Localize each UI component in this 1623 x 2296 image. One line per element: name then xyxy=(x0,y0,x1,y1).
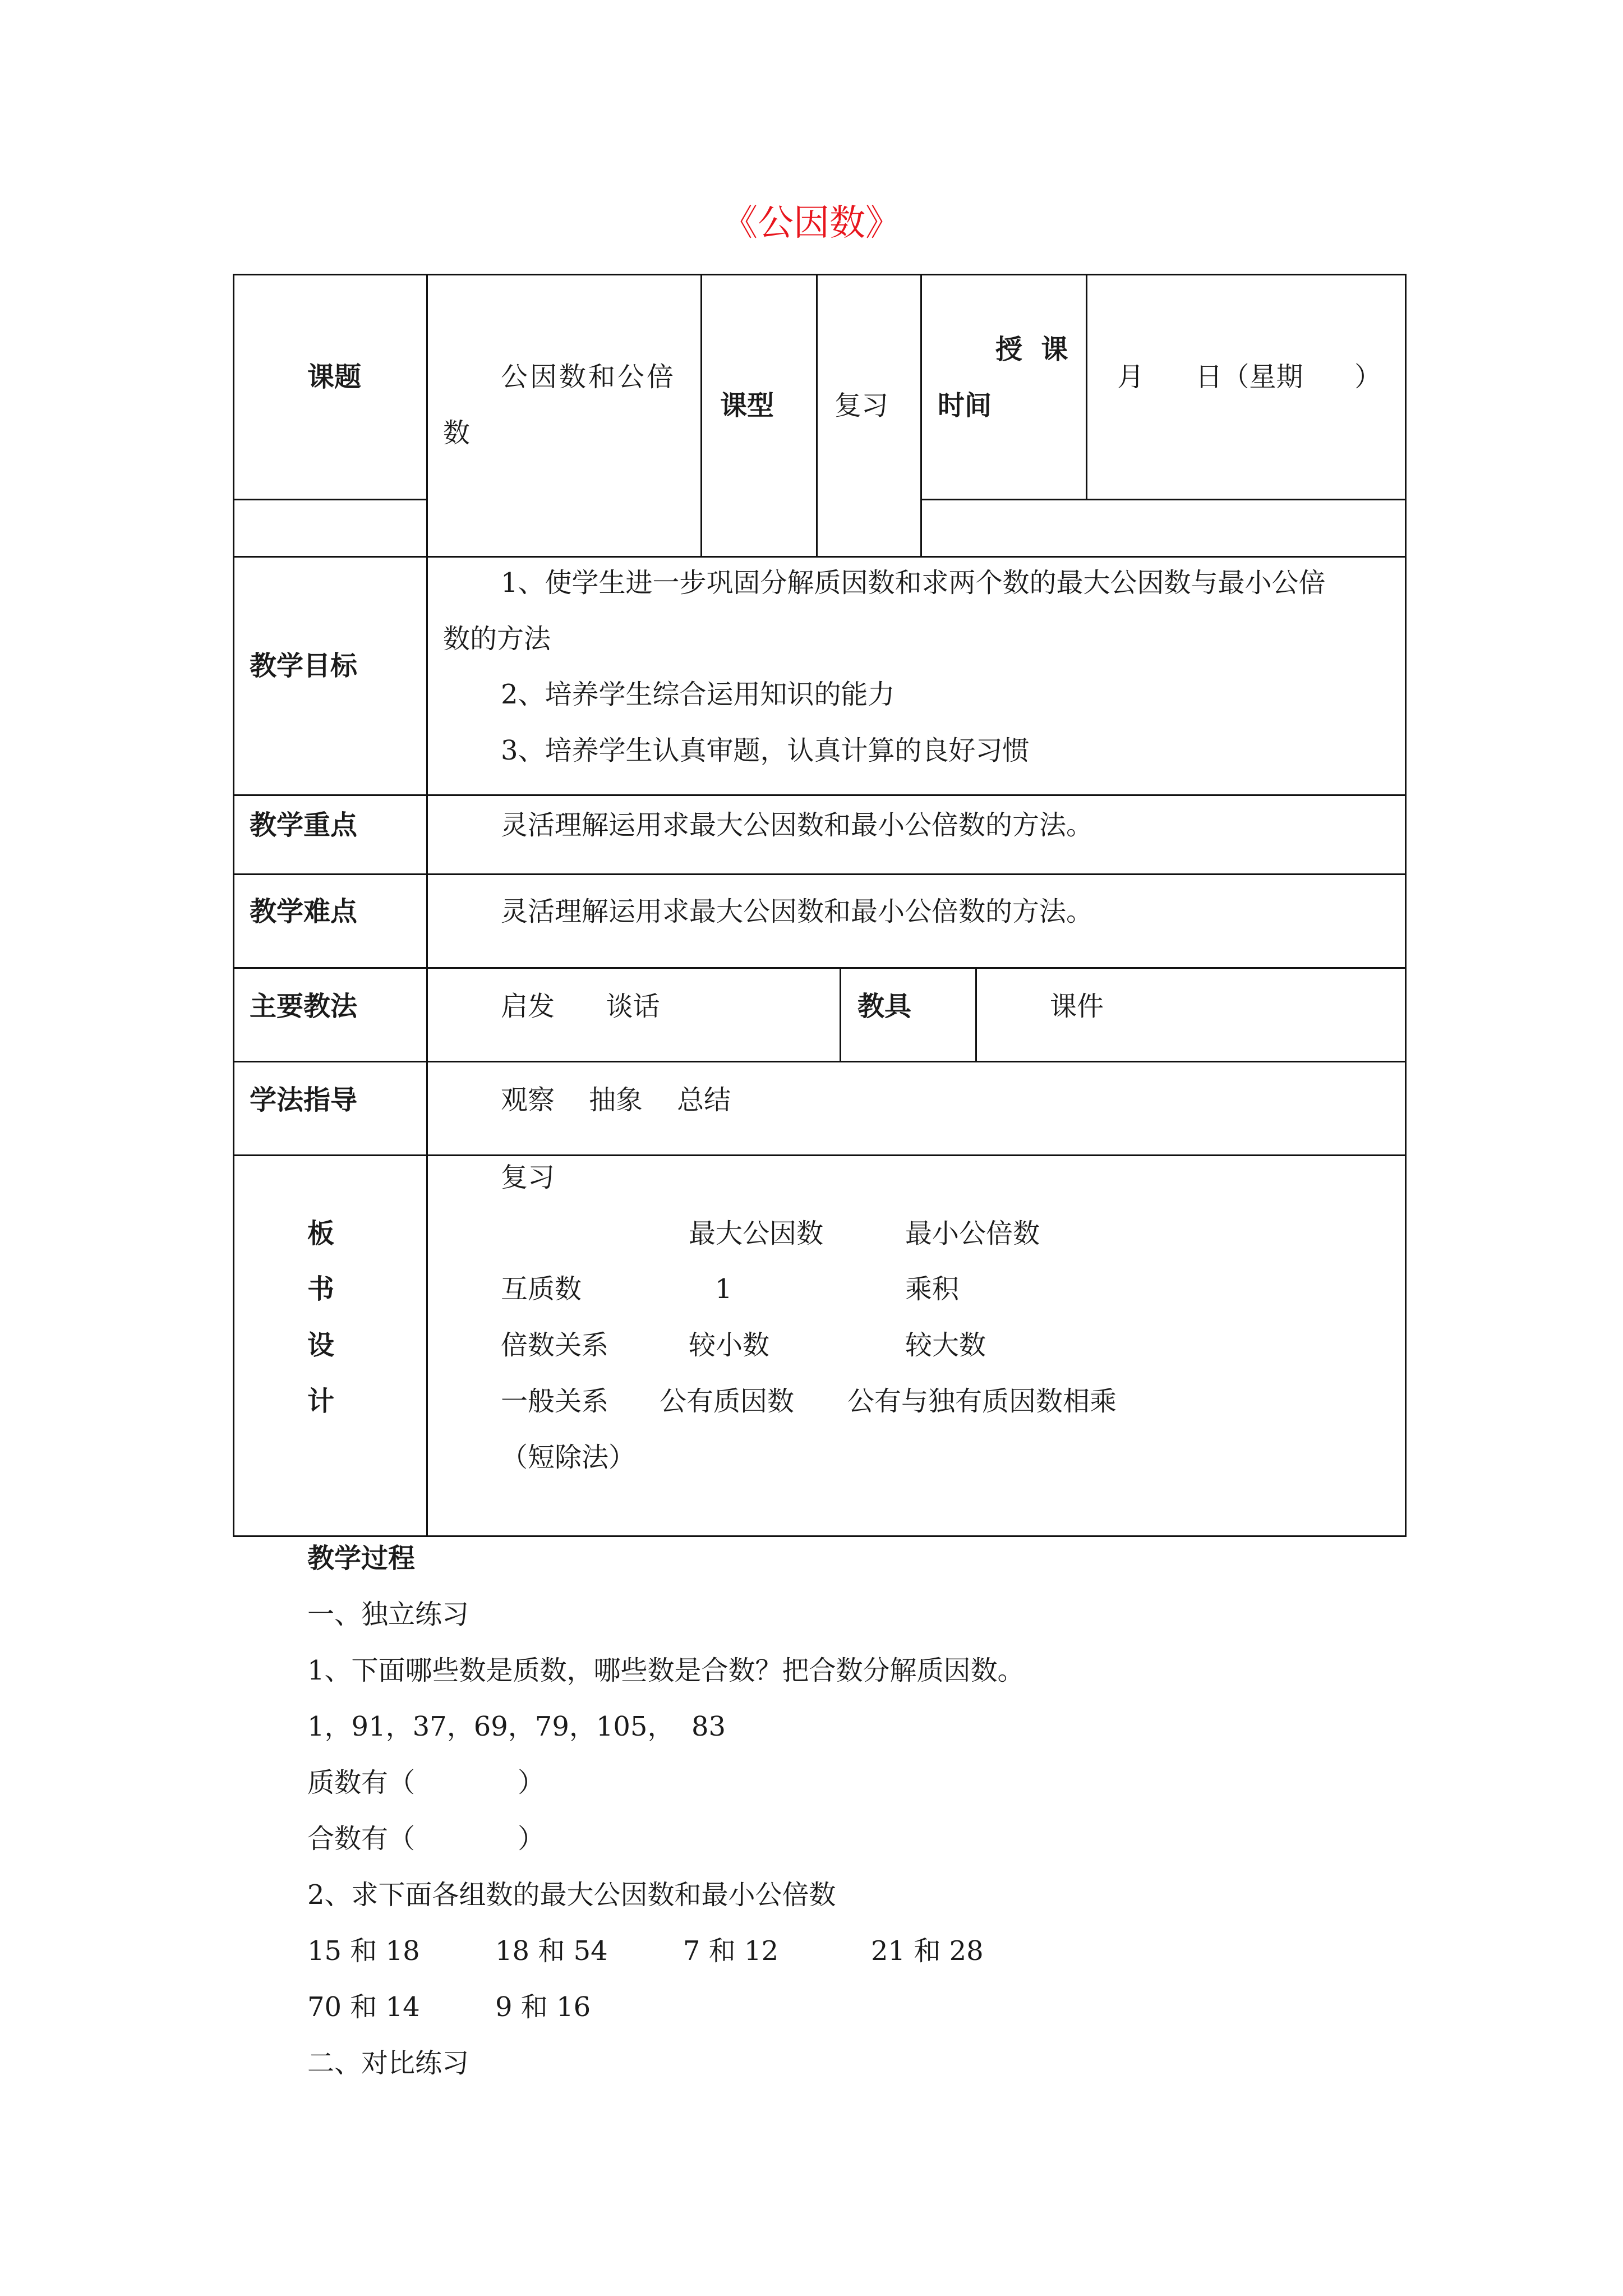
number-pair: 21 和 28 xyxy=(871,1935,984,1967)
topic-value-line1: 公因数和公倍 xyxy=(501,361,676,393)
board-row-gcd: 1 xyxy=(715,1273,732,1305)
table-rule xyxy=(233,499,427,500)
objective-item: 3、培养学生认真审题，认真计算的良好习惯 xyxy=(501,735,1030,766)
guidance-label: 学法指导 xyxy=(250,1084,358,1116)
table-rule xyxy=(233,873,1407,875)
board-row-name: 一般关系 xyxy=(501,1386,609,1417)
table-rule xyxy=(233,794,1407,796)
board-label-char: 书 xyxy=(307,1273,335,1305)
table-rule xyxy=(700,274,702,558)
table-border-left xyxy=(233,274,234,1537)
board-row-name: 倍数关系 xyxy=(501,1329,609,1361)
process-section-1: 一、独立练习 xyxy=(307,1599,469,1630)
objective-item: 数的方法 xyxy=(443,623,551,655)
table-border-bottom xyxy=(233,1535,1407,1537)
number-pair: 15 和 18 xyxy=(307,1935,420,1967)
table-rule xyxy=(233,967,1407,969)
difficulty-value: 灵活理解运用求最大公因数和最小公倍数的方法。 xyxy=(501,896,1094,927)
number-pair: 9 和 16 xyxy=(495,1991,591,2023)
table-rule xyxy=(975,967,977,1062)
board-row-lcm: 公有与独有质因数相乘 xyxy=(847,1386,1117,1417)
tools-value: 课件 xyxy=(1050,991,1104,1022)
board-row-lcm: 较大数 xyxy=(905,1329,986,1361)
board-col-lcm: 最小公倍数 xyxy=(905,1218,1040,1249)
lesson-type-label: 课型 xyxy=(720,390,774,421)
table-rule xyxy=(840,967,841,1062)
table-rule xyxy=(233,556,1407,558)
question-1-numbers: 1，91，37，69，79，105， 83 xyxy=(307,1711,726,1742)
class-time-label-line2: 时间 xyxy=(938,390,992,421)
class-time-value: 月 日（星期 ） xyxy=(1117,361,1382,393)
board-intro: 复习 xyxy=(501,1162,555,1193)
board-row-gcd: 较小数 xyxy=(689,1329,770,1361)
method-value: 启发 谈话 xyxy=(501,991,660,1022)
question-2: 2、求下面各组数的最大公因数和最小公倍数 xyxy=(307,1879,836,1911)
table-rule xyxy=(233,1154,1407,1156)
board-row-lcm: 乘积 xyxy=(905,1273,960,1305)
table-rule xyxy=(816,274,818,558)
guidance-value: 观察 抽象 总结 xyxy=(501,1084,731,1116)
board-col-gcd: 最大公因数 xyxy=(689,1218,824,1249)
process-section-2: 二、对比练习 xyxy=(307,2047,469,2079)
board-label-char: 计 xyxy=(307,1386,335,1417)
key-point-value: 灵活理解运用求最大公因数和最小公倍数的方法。 xyxy=(501,809,1094,841)
objective-item: 1、使学生进一步巩固分解质因数和求两个数的最大公因数与最小公倍 xyxy=(501,567,1326,599)
tools-label: 教具 xyxy=(857,991,912,1022)
table-border-top xyxy=(233,274,1407,275)
composites-answer: 合数有（ ） xyxy=(307,1823,545,1855)
objective-item: 2、培养学生综合运用知识的能力 xyxy=(501,679,895,710)
number-pair: 7 和 12 xyxy=(683,1935,779,1967)
lesson-type-value: 复习 xyxy=(834,390,889,421)
method-label: 主要教法 xyxy=(250,991,358,1022)
process-heading: 教学过程 xyxy=(307,1543,416,1574)
question-1: 1、下面哪些数是质数，哪些数是合数？把合数分解质因数。 xyxy=(307,1655,1025,1686)
topic-value-line2: 数 xyxy=(443,417,471,449)
table-rule xyxy=(233,1061,1407,1062)
board-note: （短除法） xyxy=(501,1442,636,1473)
table-border-right xyxy=(1405,274,1407,1537)
board-row-name: 互质数 xyxy=(501,1273,582,1305)
table-rule xyxy=(426,274,428,1537)
table-rule xyxy=(1086,274,1087,500)
topic-label: 课题 xyxy=(307,361,362,393)
board-label-char: 设 xyxy=(307,1329,335,1361)
objectives-label: 教学目标 xyxy=(250,650,358,682)
number-pair: 18 和 54 xyxy=(495,1935,608,1967)
number-pair: 70 和 14 xyxy=(307,1991,420,2023)
key-point-label: 教学重点 xyxy=(250,809,358,841)
class-time-label-line1: 授 课 xyxy=(995,334,1068,365)
table-rule xyxy=(920,274,922,558)
board-row-gcd: 公有质因数 xyxy=(660,1386,795,1417)
primes-answer: 质数有（ ） xyxy=(307,1767,545,1798)
board-label-char: 板 xyxy=(307,1218,335,1249)
table-rule xyxy=(921,499,1407,500)
difficulty-label: 教学难点 xyxy=(250,896,358,927)
page-title: 《公因数》 xyxy=(722,203,901,244)
